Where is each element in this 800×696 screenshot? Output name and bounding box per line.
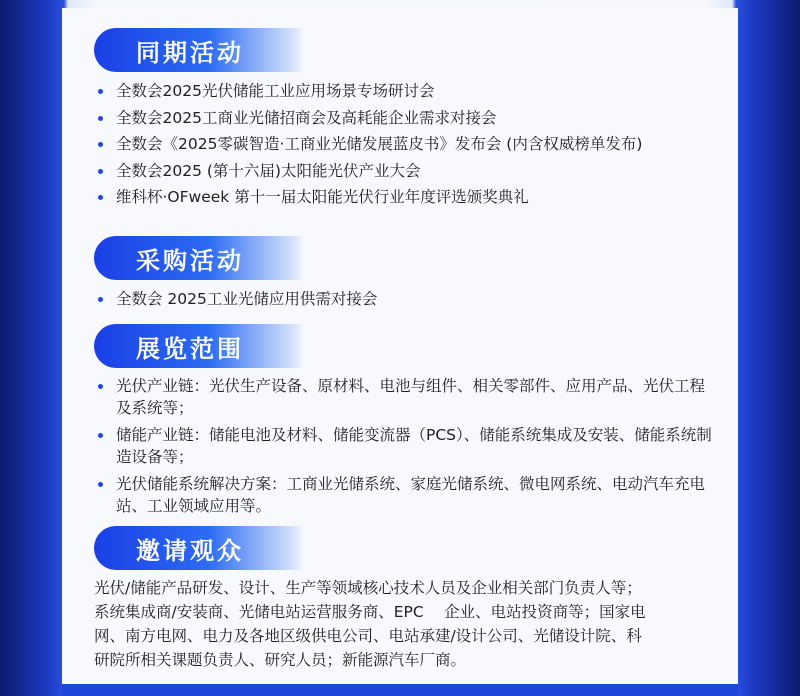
section-title-procurement: 采购活动 xyxy=(136,246,244,275)
concurrent-events-list xyxy=(94,80,714,213)
list-item: 光伏储能系统解决方案：工商业光储系统、家庭光储系统、微电网系统、电动汽车充电站、工业领域应用等。 xyxy=(94,473,714,517)
section-header-procurement xyxy=(94,236,304,280)
section-header-exhibition xyxy=(94,324,304,368)
exhibition-scope-list xyxy=(94,375,714,522)
list-item: 全数会2025工商业光储招商会及高耗能企业需求对接会 xyxy=(94,107,714,129)
procurement-events-list xyxy=(94,288,714,315)
audience-line: 系统集成商/安装商、光储电站运营服务商、EPC 企业、电站投资商等；国家电 xyxy=(94,603,646,621)
section-title-exhibition: 展览范围 xyxy=(136,334,244,363)
list-item: 全数会2025光伏储能工业应用场景专场研讨会 xyxy=(94,80,714,102)
audience-line: 研院所相关课题负责人、研究人员；新能源汽车厂商。 xyxy=(94,651,467,669)
list-item: 光伏产业链：光伏生产设备、原材料、电池与组件、相关零部件、应用产品、光伏工程及系统等； xyxy=(94,375,714,419)
list-item: 全数会2025 (第十六届)太阳能光伏产业大会 xyxy=(94,160,714,182)
content-card xyxy=(62,8,738,684)
audience-line: 光伏/储能产品研发、设计、生产等领域核心技术人员及企业相关部门负责人等； xyxy=(94,579,642,597)
section-header-concurrent xyxy=(94,28,304,72)
section-title-concurrent: 同期活动 xyxy=(136,38,244,67)
audience-paragraph xyxy=(94,576,704,672)
bottom-accent-bar xyxy=(62,684,738,696)
section-header-audience xyxy=(94,526,304,570)
list-item: 全数会《2025零碳智造·工商业光储发展蓝皮书》发布会 (内含权威榜单发布) xyxy=(94,133,714,155)
list-item: 全数会 2025工业光储应用供需对接会 xyxy=(94,288,714,310)
list-item: 维科杯·OFweek 第十一届太阳能光伏行业年度评选颁奖典礼 xyxy=(94,186,714,208)
list-item: 储能产业链：储能电池及材料、储能变流器（PCS）、储能系统集成及安装、储能系统制造设备等； xyxy=(94,424,714,468)
audience-line: 网、南方电网、电力及各地区级供电公司、电站承建/设计公司、光储设计院、科 xyxy=(94,627,642,645)
section-title-audience: 邀请观众 xyxy=(136,536,244,565)
